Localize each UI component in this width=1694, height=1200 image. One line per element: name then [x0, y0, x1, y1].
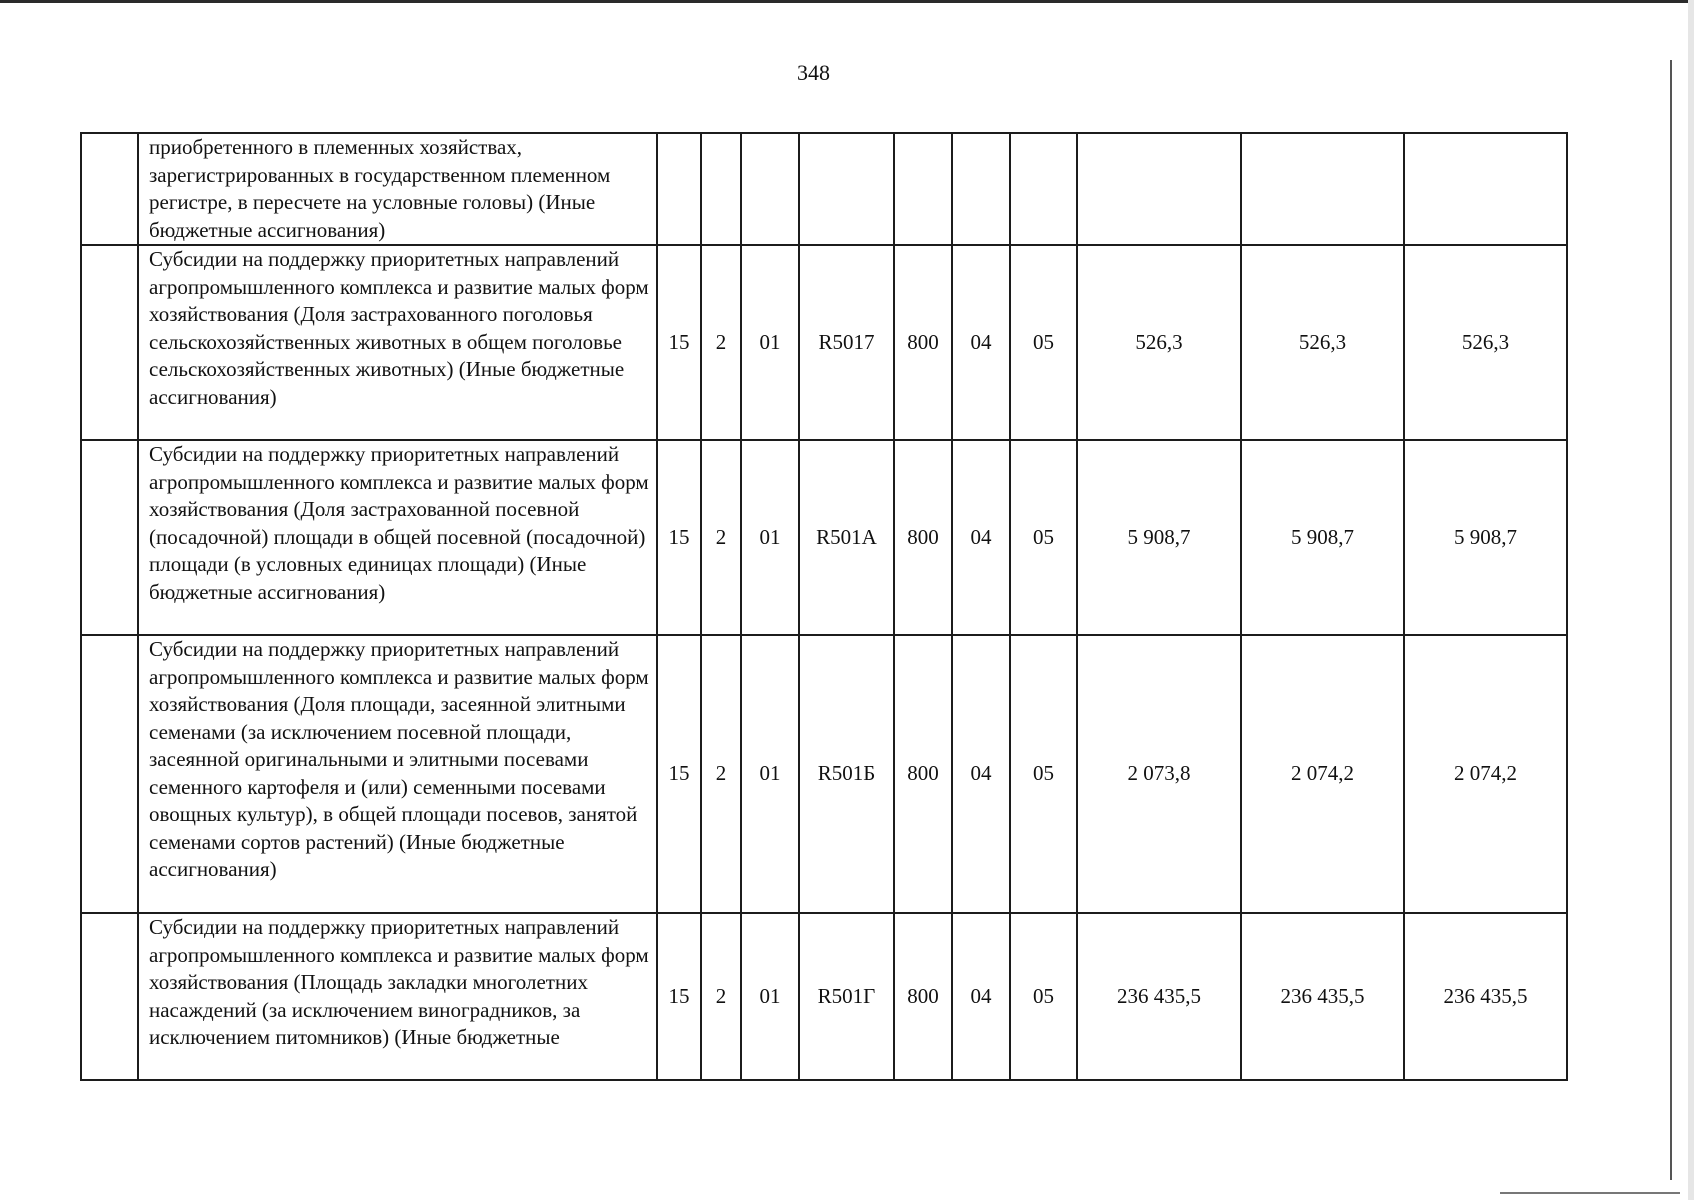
direction-cell — [799, 133, 894, 245]
program-cell: 15 — [657, 245, 701, 440]
description-cell — [138, 635, 657, 913]
subsection-cell — [1010, 133, 1077, 245]
description-text: приобретенного в племенных хозяйствах, зарегистрированных в государственном племенном регистре, в пересчете на условные головы) (Иные бюджетные ассигнования) — [149, 135, 611, 242]
subprogram-cell: 2 — [701, 440, 741, 635]
amount-1-cell: 5 908,7 — [1077, 440, 1241, 635]
section-cell: 04 — [952, 635, 1010, 913]
amount-1-cell: 526,3 — [1077, 245, 1241, 440]
table-row — [81, 133, 1567, 245]
row-number-cell — [81, 440, 138, 635]
expense-type-cell: 800 — [894, 440, 952, 635]
section-cell: 04 — [952, 440, 1010, 635]
section-cell: 04 — [952, 913, 1010, 1080]
amount-3-cell: 5 908,7 — [1404, 440, 1567, 635]
amount-1-cell: 236 435,5 — [1077, 913, 1241, 1080]
description-text: Субсидии на поддержку приоритетных направлений агропромышленного комплекса и развитие малых форм хозяйствования (Доля площади, засеянной элитными семенами (за исключением посевной площади, засеянной оригинальными и элитными посевами семенного картофеля и (или) семенными посевами овощных культур), в общей площади посевов, занятой семенами сортов растений) (Иные бюджетные ассигнования) — [149, 637, 649, 881]
direction-cell: R501А — [799, 440, 894, 635]
amount-1-cell — [1077, 133, 1241, 245]
amount-2-cell — [1241, 133, 1404, 245]
scan-right-line — [1670, 60, 1672, 1180]
main-event-cell: 01 — [741, 440, 799, 635]
program-cell: 15 — [657, 913, 701, 1080]
subsection-cell: 05 — [1010, 635, 1077, 913]
row-number-cell — [81, 133, 138, 245]
description-cell — [138, 913, 657, 1080]
scan-right-edge — [1688, 0, 1694, 1200]
expense-type-cell — [894, 133, 952, 245]
row-number-cell — [81, 913, 138, 1080]
description-text: Субсидии на поддержку приоритетных направлений агропромышленного комплекса и развитие малых форм хозяйствования (Площадь закладки многолетних насаждений (за исключением виноградников, за исключением питомников) (Иные бюджетные — [149, 915, 649, 1049]
expense-type-cell: 800 — [894, 245, 952, 440]
table-row — [81, 635, 1567, 913]
main-event-cell: 01 — [741, 913, 799, 1080]
program-cell: 15 — [657, 440, 701, 635]
amount-3-cell: 236 435,5 — [1404, 913, 1567, 1080]
amount-3-cell: 526,3 — [1404, 245, 1567, 440]
program-cell — [657, 133, 701, 245]
expense-type-cell: 800 — [894, 913, 952, 1080]
main-event-cell — [741, 133, 799, 245]
scan-bottom-line — [1500, 1192, 1680, 1194]
subprogram-cell: 2 — [701, 913, 741, 1080]
direction-cell: R501Г — [799, 913, 894, 1080]
subsection-cell: 05 — [1010, 245, 1077, 440]
description-cell — [138, 440, 657, 635]
expense-type-cell: 800 — [894, 635, 952, 913]
program-cell: 15 — [657, 635, 701, 913]
direction-cell: R5017 — [799, 245, 894, 440]
subsection-cell: 05 — [1010, 440, 1077, 635]
description-text: Субсидии на поддержку приоритетных направлений агропромышленного комплекса и развитие малых форм хозяйствования (Доля застрахованного поголовья сельскохозяйственных животных в общем поголовье сельскохозяйственных животных) (Иные бюджетные ассигнования) — [149, 247, 649, 409]
row-number-cell — [81, 245, 138, 440]
amount-2-cell: 236 435,5 — [1241, 913, 1404, 1080]
subprogram-cell: 2 — [701, 245, 741, 440]
budget-table — [80, 132, 1568, 1081]
amount-2-cell: 526,3 — [1241, 245, 1404, 440]
subprogram-cell: 2 — [701, 635, 741, 913]
description-cell — [138, 245, 657, 440]
scan-top-edge — [0, 0, 1694, 3]
section-cell — [952, 133, 1010, 245]
table-row — [81, 245, 1567, 440]
page-number: 348 — [797, 60, 830, 85]
subsection-cell: 05 — [1010, 913, 1077, 1080]
amount-2-cell: 2 074,2 — [1241, 635, 1404, 913]
direction-cell: R501Б — [799, 635, 894, 913]
main-event-cell: 01 — [741, 245, 799, 440]
description-cell — [138, 133, 657, 245]
amount-3-cell — [1404, 133, 1567, 245]
amount-1-cell: 2 073,8 — [1077, 635, 1241, 913]
amount-3-cell: 2 074,2 — [1404, 635, 1567, 913]
amount-2-cell: 5 908,7 — [1241, 440, 1404, 635]
main-event-cell: 01 — [741, 635, 799, 913]
description-text: Субсидии на поддержку приоритетных направлений агропромышленного комплекса и развитие малых форм хозяйствования (Доля застрахованной посевной (посадочной) площади в общей посевной (посадочной) площади (в условных единицах площади) (Иные бюджетные ассигнования) — [149, 442, 649, 604]
section-cell: 04 — [952, 245, 1010, 440]
table-row — [81, 913, 1567, 1080]
table-row — [81, 440, 1567, 635]
subprogram-cell — [701, 133, 741, 245]
row-number-cell — [81, 635, 138, 913]
